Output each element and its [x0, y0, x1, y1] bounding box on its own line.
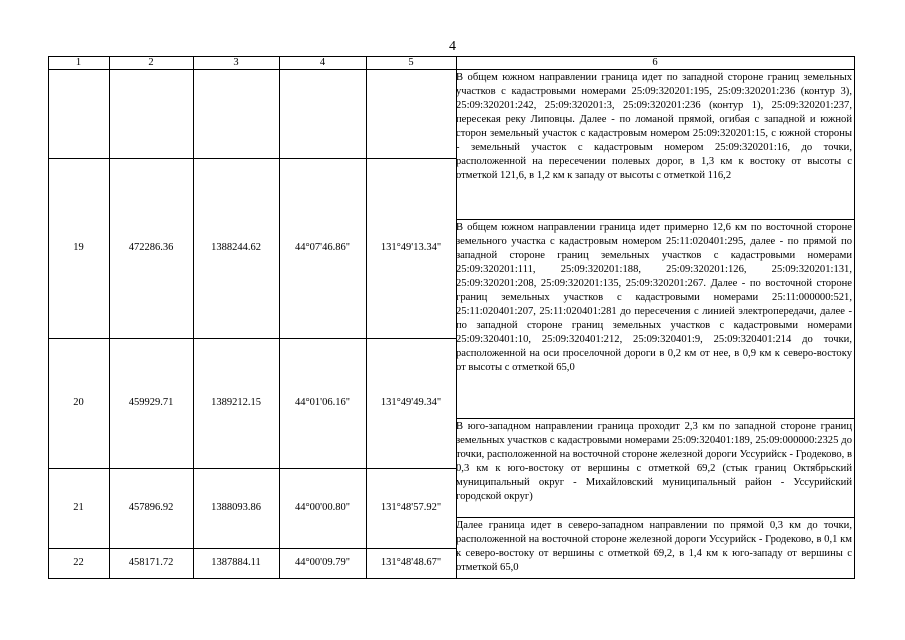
latitude: 44°00'00.80" [294, 502, 350, 513]
description-divider [456, 418, 855, 419]
coord-y: 1389212.15 [211, 397, 261, 408]
column-header: 1 [75, 57, 82, 68]
coord-y: 1387884.11 [211, 557, 261, 568]
column-border [48, 56, 49, 579]
column-border [279, 56, 280, 579]
longitude: 131°48'57.92" [380, 502, 442, 513]
longitude: 131°49'13.34" [380, 242, 442, 253]
header-rule [48, 69, 855, 70]
latitude: 44°00'09.79" [294, 557, 350, 568]
latitude: 44°01'06.16" [294, 397, 350, 408]
point-number: 20 [73, 397, 84, 408]
point-number: 22 [73, 557, 84, 568]
description-divider [456, 517, 855, 518]
coord-x: 459929.71 [128, 397, 174, 408]
column-border [854, 56, 855, 579]
column-border [366, 56, 367, 579]
boundary-description: В общем южном направлении граница идет по западной стороне границ земельных участков с кадастровыми номерами 25:09:320201:195, 25:09:320201:236 (контур 3), 25:09:320201:242, 25:09:320201:3, 25:09:320201:236 (контур 1), 25:09:320201:237, пересекая реку Липовцы. Далее - по ломаной прямой, огибая с западной и южной сторон земельный участок с кадастровым номером 25:09:320201:15, с южной стороны - земельный участок с кадастровым номером 25:09:320201:16, до точки, расположенной на пересечении полевых дорог, в 1,3 км к востоку от высоты с отметкой 121,6, в 1,2 км к западу от высоты с отметкой 116,2 [456, 72, 852, 181]
coord-x: 472286.36 [128, 242, 174, 253]
boundary-description: В общем южном направлении граница идет примерно 12,6 км по восточной стороне земельного участка с кадастровым номером 25:11:020401:295, далее - по прямой по западной стороне границ земельных участков с кадастровыми номерами 25:09:320201:111, 25:09:320201:188, 25:09:320201:126, 25:09:320201:131, 25:09:320201:208, 25:09:320201:135, 25:09:320201:267. Далее - по восточной стороне границ земельных участков с кадастровыми номерами 25:11:000000:521, 25:11:020401:207, 25:11:020401:281 до пересечения с линией электропередачи, далее - по западной стороне границ земельных участков с кадастровыми номерами 25:09:320401:10, 25:09:320401:212, 25:09:320401:9, 25:09:320401:214 до точки, расположенной на оси проселочной дороги в 0,2 км от нее, в 0,9 км к северо-востоку от высоты с отметкой 65,0 [456, 222, 852, 373]
description-divider [456, 219, 855, 220]
latitude: 44°07'46.86" [294, 242, 350, 253]
column-header: 4 [319, 57, 326, 68]
coord-y: 1388093.86 [211, 502, 261, 513]
boundary-description: Далее граница идет в северо-западном направлении по прямой 0,3 км до точки, расположенной на восточной стороне железной дороги Уссурийск - Гродеково, в 0,1 км к северо-востоку от вершины с отметкой 69,2, в 1,4 км к юго-западу от вершины с отметкой 65,0 [456, 520, 852, 573]
boundary-coordinates-table [48, 56, 855, 579]
column-border [193, 56, 194, 579]
boundary-description: В юго-западном направлении граница проходит 2,3 км по западной стороне границ земельных участков с кадастровыми номерами 25:09:320401:189, 25:09:000000:2325 до точки, расположенной на восточной стороне железной дороги Уссурийск - Гродеково, в 0,3 км к юго-востоку от вершины с отметкой 69,2 (стык границ Октябрьский муниципальный округ - Михайловский муниципальный район - Уссурийский городской округ) [456, 421, 852, 502]
column-border [109, 56, 110, 579]
longitude: 131°49'49.34" [380, 397, 442, 408]
coord-x: 458171.72 [128, 557, 174, 568]
table-border-bottom [48, 578, 855, 579]
column-header: 5 [408, 57, 414, 68]
longitude: 131°48'48.67" [380, 557, 442, 568]
column-header: 6 [652, 57, 658, 68]
point-number: 19 [73, 242, 84, 253]
coord-x: 457896.92 [128, 502, 174, 513]
column-header: 2 [148, 57, 154, 68]
column-header: 3 [233, 57, 239, 68]
coord-y: 1388244.62 [211, 242, 261, 253]
page-number: 4 [449, 39, 456, 54]
point-number: 21 [73, 502, 84, 513]
